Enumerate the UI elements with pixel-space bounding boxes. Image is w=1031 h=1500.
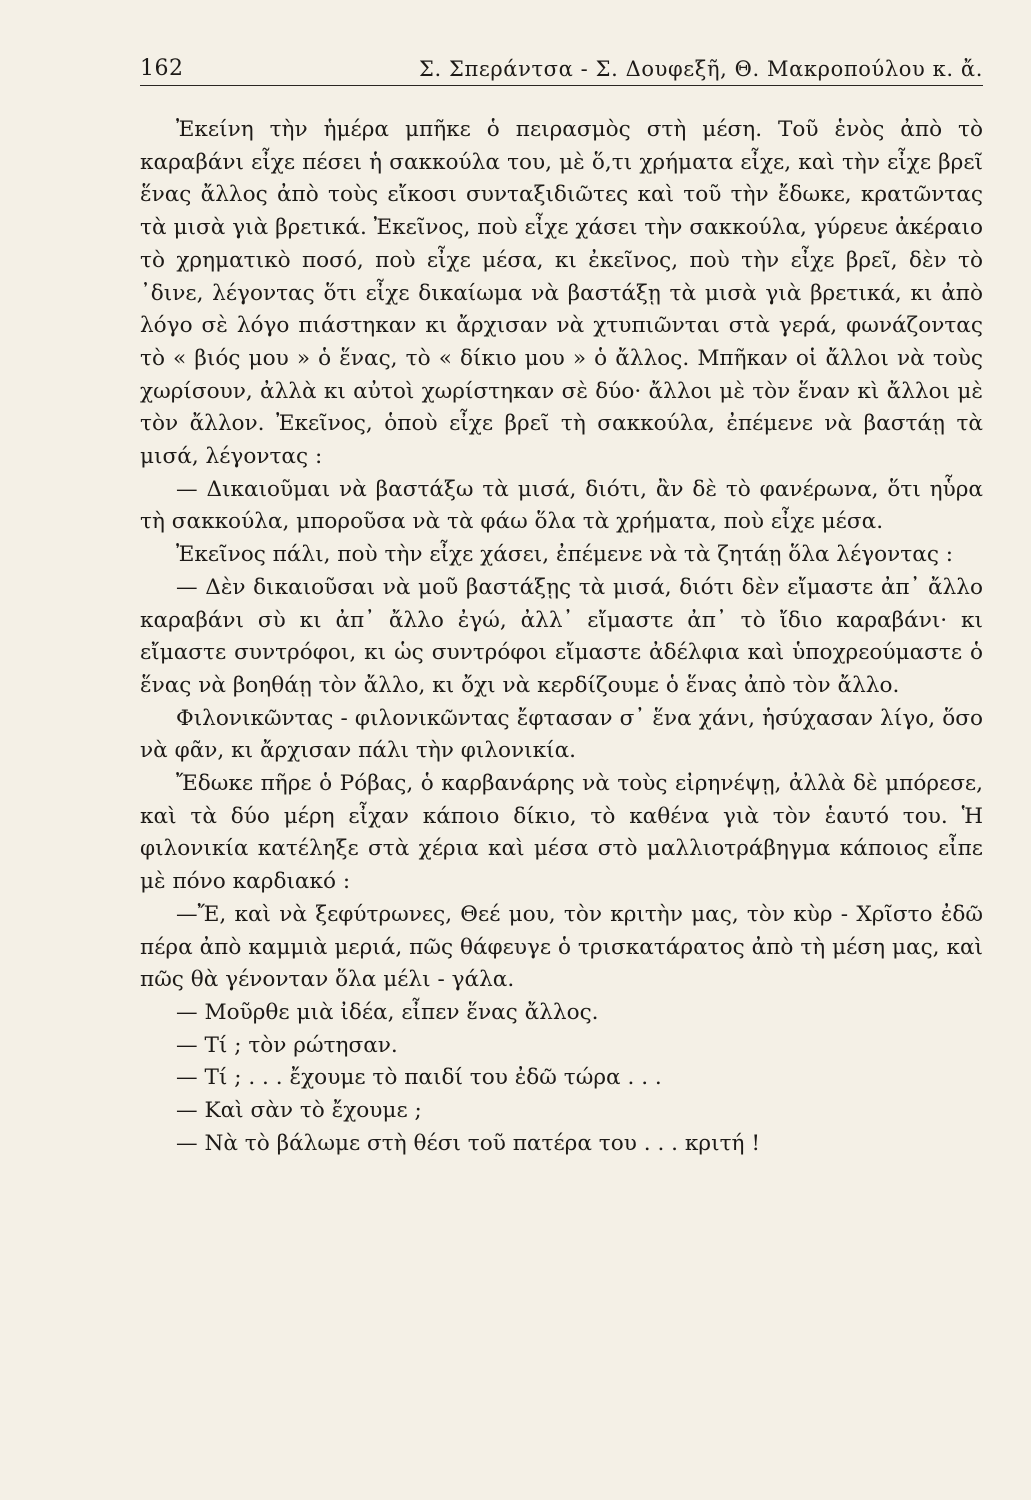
paragraph: Φιλονικῶντας - φιλονικῶντας ἔφτασαν σ᾿ ἕνα χάνι, ἡσύχασαν λίγο, ὅσο νὰ φᾶν, κι ἄρχισαν πάλι τὴν φιλονικία. xyxy=(140,705,983,764)
paragraph: Ἔδωκε πῆρε ὁ Ρόβας, ὁ καρβανάρης νὰ τοὺς εἰρηνέψῃ, ἀλλὰ δὲ μπόρεσε, καὶ τὰ δύο μέρη εἶχαν κάποιο δίκιο, τὸ καθένα γιὰ τὸν ἑαυτό του. Ἡ φιλονικία κατέληξε στὰ χέρια καὶ μέσα στὸ μαλλιοτράβηγμα κάποιος εἶπε μὲ πόνο καρδιακό : xyxy=(140,771,983,895)
paragraph: — Δικαιοῦμαι νὰ βαστάξω τὰ μισά, διότι, ἂν δὲ τὸ φανέρωνα, ὅτι ηὗρα τὴ σακκούλα, μποροῦσα νὰ τὰ φάω ὅλα τὰ χρήματα, ποὺ εἶχε μέσα. xyxy=(140,476,983,535)
paragraph: — Τί ; τὸν ρώτησαν. xyxy=(176,1032,398,1058)
body-text xyxy=(140,114,983,1161)
paragraph: — Καὶ σὰν τὸ ἔχουμε ; xyxy=(176,1098,422,1124)
paragraph: — Δὲν δικαιοῦσαι νὰ μοῦ βαστάξῃς τὰ μισά, διότι δὲν εἴμαστε ἀπ᾿ ἄλλο καραβάνι σὺ κι ἀπ᾿ ἄλλο ἐγώ, ἀλλ᾿ εἴμαστε ἀπ᾿ τὸ ἴδιο καραβάνι· κι εἴμαστε συντρόφοι, κι ὡς συντρόφοι εἴμαστε ἀδέλφια καὶ ὑποχρεούμαστε ὁ ἕνας νὰ βοηθάῃ τὸν ἄλλο, κι ὄχι νὰ κερδίζουμε ὁ ἕνας ἀπὸ τὸν ἄλλο. xyxy=(140,574,983,698)
paragraph: —Ἔ, καὶ νὰ ξεφύτρωνες, Θεέ μου, τὸν κριτὴν μας, τὸν κὺρ - Χρῖστο ἐδῶ πέρα ἀπὸ καμμιὰ μεριά, πῶς θάφευγε ὁ τρισκατάρατος ἀπὸ τὴ μέση μας, καὶ πῶς θὰ γένονταν ὅλα μέλι - γάλα. xyxy=(140,901,983,993)
paragraph: — Τί ; . . . ἔχουμε τὸ παιδί του ἐδῶ τώρα . . . xyxy=(176,1065,662,1091)
running-head: Σ. Σπεράντσα - Σ. Δουφεξῆ, Θ. Μακροπούλου κ. ἄ. xyxy=(419,57,983,81)
page-header xyxy=(140,52,983,86)
paragraph: — Μοῦρθε μιὰ ἰδέα, εἶπεν ἕνας ἄλλος. xyxy=(176,999,599,1025)
paragraph: Ἐκεῖνος πάλι, ποὺ τὴν εἶχε χάσει, ἐπέμενε νὰ τὰ ζητάῃ ὅλα λέγοντας : xyxy=(176,542,954,568)
paragraph: — Νὰ τὸ βάλωμε στὴ θέσι τοῦ πατέρα του . . . κριτή ! xyxy=(176,1130,760,1156)
paragraph: Ἐκείνη τὴν ἡμέρα μπῆκε ὁ πειρασμὸς στὴ μέση. Τοῦ ἑνὸς ἀπὸ τὸ καραβάνι εἶχε πέσει ἡ σακκούλα του, μὲ ὅ,τι χρήματα εἶχε, καὶ τὴν εἶχε βρεῖ ἕνας ἄλλος ἀπὸ τοὺς εἴκοσι συνταξιδιῶτες καὶ τοῦ τὴν ἔδωκε, κρατῶντας τὰ μισὰ γιὰ βρετικά. Ἐκεῖνος, ποὺ εἶχε χάσει τὴν σακκούλα, γύρευε ἀκέραιο τὸ χρηματικὸ ποσό, ποὺ εἶχε μέσα, κι ἐκεῖνος, ποὺ τὴν εἶχε βρεῖ, δὲν τὸ ᾿δινε, λέγοντας ὅτι εἶχε δικαίωμα νὰ βαστάξῃ τὰ μισὰ γιὰ βρετικά, κι ἀπὸ λόγο σὲ λόγο πιάστηκαν κι ἄρχισαν νὰ χτυπιῶνται στὰ γερά, φωνάζοντας τὸ « βιός μου » ὁ ἕνας, τὸ « δίκιο μου » ὁ ἄλλος. Μπῆκαν οἱ ἄλλοι νὰ τοὺς χωρίσουν, ἀλλὰ κι αὐτοὶ χωρίστηκαν σὲ δύο· ἄλλοι μὲ τὸν ἕναν κὶ ἄλλοι μὲ τὸν ἄλλον. Ἐκεῖνος, ὁποὺ εἶχε βρεῖ τὴ σακκούλα, ἐπέμενε νὰ βαστάῃ τὰ μισά, λέγοντας : xyxy=(140,117,983,470)
page-number: 162 xyxy=(140,56,184,81)
